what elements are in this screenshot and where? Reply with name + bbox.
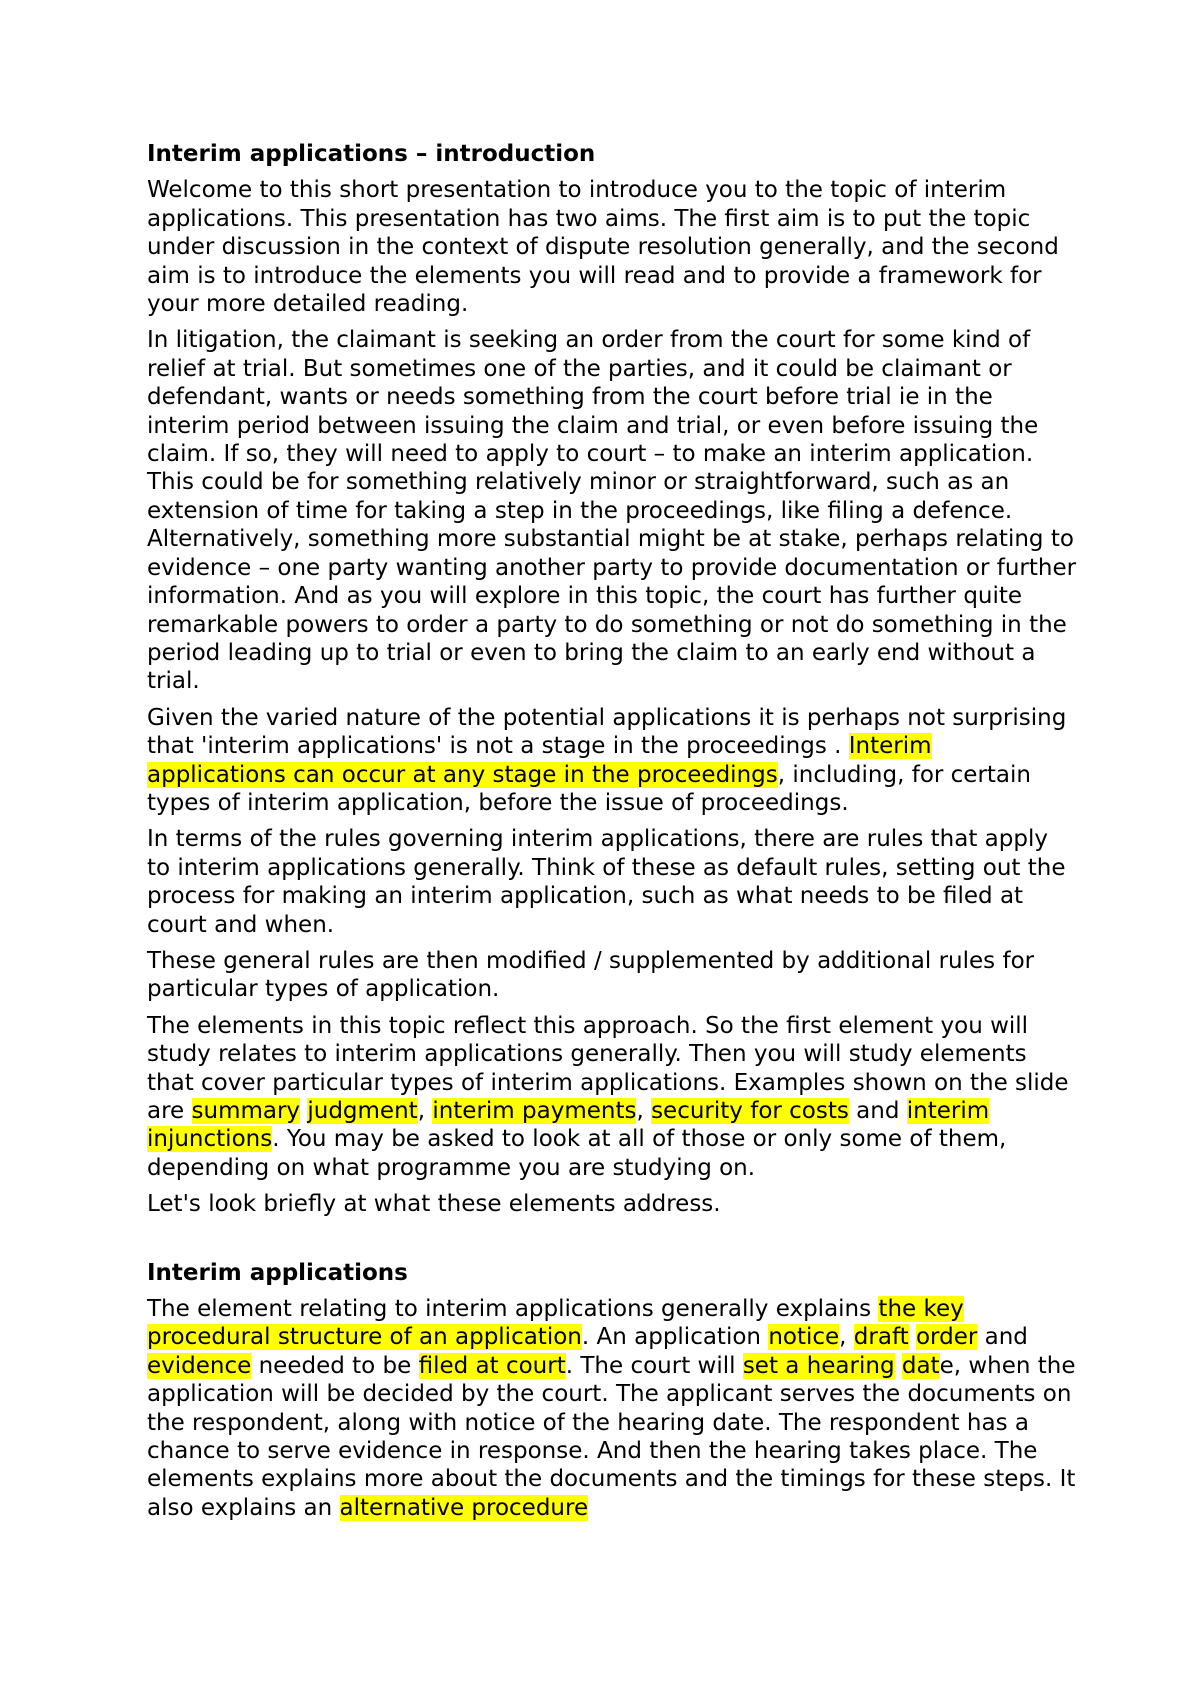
paragraph bbox=[147, 1012, 1077, 1182]
text-run: , bbox=[636, 1098, 652, 1124]
highlighted-text: interim payments bbox=[432, 1098, 637, 1124]
text-run: In litigation, the claimant is seeking an order from the court for some kind of relief at trial. But sometimes one of the parties, and it could be claimant or defendant, wants or needs something from the court before trial ie in the interim period between issuing the claim and trial, or even before issuing the claim. If so, they will need to apply to court – to make an interim application. This could be for something relatively minor or straightforward, such as an extension of time for taking a step in the proceedings, like filing a defence. Alternatively, something more substantial might be at stake, perhaps relating to evidence – one party wanting another party to provide documentation or further information. And as you will explore in this topic, the court has further quite remarkable powers to order a party to do something or not do something in the period leading up to trial or even to bring the claim to an early end without a trial. bbox=[147, 327, 1077, 695]
highlighted-text: security for costs bbox=[651, 1098, 849, 1124]
highlighted-text: order bbox=[915, 1324, 978, 1351]
highlighted-text: interim injunctions bbox=[147, 1098, 990, 1153]
highlighted-text: Interim applications can occur at any stage in the proceedings bbox=[147, 733, 932, 788]
text-run: , bbox=[839, 1324, 854, 1351]
text-run: In terms of the rules governing interim applications, there are rules that apply to interim applications generally. Think of these as default rules, setting out the process for making an interim application, such as what needs to be filed at court and when. bbox=[147, 826, 1066, 938]
text-run: Welcome to this short presentation to introduce you to the topic of interim applications. This presentation has two aims. The first aim is to put the topic under discussion in the context of dispute resolution generally, and the second aim is to introduce the elements you will read and to provide a framework for your more detailed reading. bbox=[147, 177, 1059, 318]
text-run: Given the varied nature of the potential applications it is perhaps not surprising that 'interim applications' is not a stage in the proceedings . bbox=[147, 704, 1067, 760]
highlighted-text: draft bbox=[853, 1324, 909, 1351]
paragraph bbox=[147, 704, 1077, 818]
text-run: Let's look briefly at what these elements address. bbox=[147, 1191, 721, 1218]
document-page bbox=[147, 140, 1077, 1530]
section-body-introduction bbox=[147, 176, 1077, 1218]
text-run: These general rules are then modified / supplemented by additional rules for particular types of application. bbox=[147, 947, 1035, 1003]
paragraph bbox=[147, 947, 1077, 1004]
text-run: The element relating to interim applications generally explains bbox=[147, 1296, 879, 1323]
paragraph bbox=[147, 825, 1077, 939]
text-run: , including, for certain types of interim application, before the issue of proceedings. bbox=[147, 761, 1031, 816]
text-run: . An application bbox=[581, 1324, 769, 1351]
text-run: e, when the application will be decided by the court. The applicant serves the documents on the respondent, along with notice of the hearing date. The respondent has a chance to serve evidence in response. And then the hearing takes place. The elements explains more about the documents and the timings for these steps. It also explains an bbox=[147, 1352, 1076, 1521]
highlighted-text: dat bbox=[901, 1352, 940, 1379]
paragraph bbox=[147, 326, 1077, 695]
text-run: . The court will bbox=[565, 1352, 743, 1379]
text-run: and bbox=[848, 1098, 907, 1124]
highlighted-text: set a hearing bbox=[742, 1352, 895, 1379]
paragraph bbox=[147, 176, 1077, 318]
paragraph bbox=[147, 1190, 1077, 1218]
text-run: . You may be asked to look at all of those or only some of them, depending on what programme you are studying on. bbox=[147, 1126, 1007, 1181]
section-body-interim-applications bbox=[147, 1295, 1077, 1522]
highlighted-text: filed at court bbox=[418, 1352, 566, 1379]
paragraph bbox=[147, 1295, 1077, 1522]
highlighted-text: alternative procedure bbox=[339, 1494, 589, 1521]
text-run: and bbox=[977, 1324, 1028, 1351]
text-run bbox=[909, 1324, 916, 1350]
highlighted-text: summary bbox=[191, 1098, 301, 1124]
highlighted-text: evidence bbox=[147, 1352, 252, 1379]
highlighted-text: judgment bbox=[307, 1098, 418, 1124]
section-heading-introduction: Interim applications – introduction bbox=[147, 141, 596, 167]
text-run: needed to be bbox=[251, 1352, 419, 1379]
highlighted-text: the key procedural structure of an application bbox=[147, 1296, 964, 1351]
text-run: The elements in this topic reflect this approach. So the first element you will study relates to interim applications generally. Then you will study elements that cover particular types of interim applications. Examples shown on the slide are bbox=[147, 1012, 1069, 1124]
section-heading-interim-applications: Interim applications bbox=[147, 1259, 408, 1286]
highlighted-text: notice bbox=[768, 1324, 840, 1351]
text-run: , bbox=[417, 1098, 433, 1124]
text-run bbox=[895, 1353, 902, 1379]
